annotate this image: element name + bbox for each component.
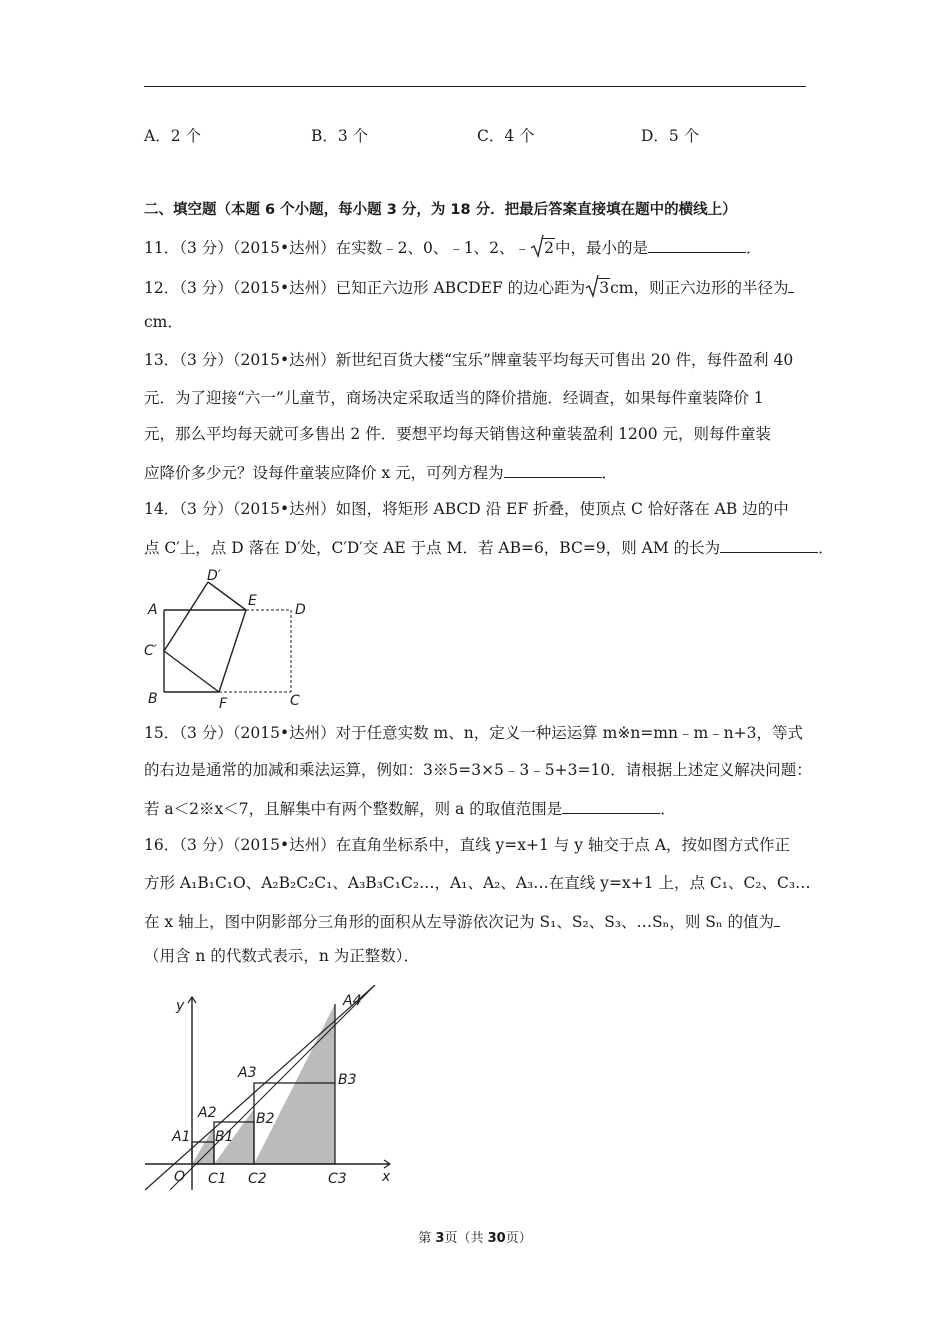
- option-d: D．5 个: [641, 127, 700, 145]
- label-b1: B1: [215, 1129, 234, 1145]
- label-y: y: [176, 998, 185, 1014]
- label-o: O: [174, 1169, 186, 1185]
- option-b: B．3 个: [311, 127, 369, 145]
- label-a3: A3: [238, 1065, 257, 1081]
- label-f: F: [219, 696, 228, 710]
- segment-dpe: [208, 582, 246, 610]
- label-a4: A4: [343, 993, 362, 1009]
- q15-line1: 15．（3 分）（2015•达州）对于任意实数 m、n，定义一种运运算 m※n=mn﹣m﹣n+3，等式: [144, 724, 804, 742]
- footer-middle: 页（共: [444, 1231, 488, 1246]
- label-c: C: [290, 693, 300, 709]
- sqrt-symbol: [530, 238, 555, 258]
- sqrt-symbol: [585, 278, 610, 298]
- label-d: D: [295, 602, 306, 618]
- shaded-triangle-3: [254, 1004, 335, 1164]
- q15-end: ．: [660, 800, 676, 818]
- answer-blank: [504, 461, 602, 478]
- q15-text: 若 a＜2※x＜7，且解集中有两个整数解，则 a 的取值范围是: [144, 800, 563, 818]
- label-a1: A1: [172, 1129, 191, 1145]
- footer-suffix: 页）: [505, 1231, 532, 1246]
- label-c3: C3: [328, 1171, 347, 1187]
- question-16-line3: [144, 910, 780, 932]
- q11-text-after: 中，最小的是: [554, 239, 648, 257]
- label-c1: C1: [208, 1171, 227, 1187]
- section-title: 二、填空题（本题 6 个小题，每小题 3 分，为 18 分．把最后答案直接填在题中的横线上）: [144, 202, 737, 218]
- q14-end: ．: [818, 539, 834, 557]
- q12-line2: cm．: [144, 313, 183, 331]
- question-14-line2: [144, 536, 834, 558]
- q16-line2: 方形 A₁B₁C₁O、A₂B₂C₂C₁、A₃B₃C₁C₂…，A₁、A₂、A₃…在直线 y=x+1 上，点 C₁、C₂、C₃…: [144, 874, 811, 892]
- footer-prefix: 第: [418, 1231, 436, 1246]
- q14-text: 点 C′上，点 D 落在 D′处，C′D′交 AE 于点 M．若 AB=6，BC=9，则 AM 的长为: [144, 539, 721, 557]
- q11-text: 11．（3 分）（2015•达州）在实数﹣2、0、﹣1、2、﹣: [144, 239, 531, 257]
- answer-blank: [774, 910, 780, 927]
- answer-blank: [562, 797, 660, 814]
- q16-text: 在 x 轴上，图中阴影部分三角形的面积从左导游依次记为 S₁、S₂、S₃、…Sₙ，则 Sₙ 的值为: [144, 913, 775, 931]
- q12-text-after: cm，则正六边形的半径为: [610, 279, 789, 297]
- radicand: 3: [599, 279, 610, 297]
- q13-text: 应降价多少元？设每件童装应降价 x 元，可列方程为: [144, 464, 504, 482]
- q13-end: ．: [601, 464, 618, 482]
- label-c-prime: C′: [144, 643, 157, 659]
- total-pages: 30: [487, 1231, 506, 1246]
- label-b: B: [148, 691, 158, 707]
- q15-line2: 的右边是通常的加减和乘法运算，例如：3※5=3×5﹣3﹣5+3=10．请根据上述定义解决问题：: [144, 761, 812, 779]
- q12-text: 12．（3 分）（2015•达州）已知正六边形 ABCDEF 的边心距为: [144, 279, 586, 297]
- header-rule: [144, 86, 806, 87]
- q14-line1: 14．（3 分）（2015•达州）如图，将矩形 ABCD 沿 EF 折叠，使顶点 C 恰好落在 AB 边的中: [144, 500, 789, 518]
- label-d-prime: D′: [207, 568, 221, 584]
- q11-end: ．: [745, 239, 762, 257]
- page-number: 3: [435, 1231, 445, 1246]
- question-13-line4: [144, 461, 617, 483]
- segment-ef: [219, 610, 246, 692]
- q16-line1: 16．（3 分）（2015•达州）在直角坐标系中，直线 y=x+1 与 y 轴交于点 A，按如图方式作正: [144, 836, 791, 854]
- label-e: E: [248, 593, 257, 609]
- q13-line2: 元．为了迎接“六一”儿童节，商场决定采取适当的降价措施．经调查，如果每件童装降价 1: [144, 389, 764, 407]
- q13-line3: 元，那么平均每天就可多售出 2 件．要想平均每天销售这种童装盈利 1200 元，则每件童装: [144, 425, 772, 443]
- segment-cpf: [164, 651, 219, 692]
- question-15-line3: [144, 797, 676, 819]
- segment-cpdp: [164, 582, 208, 651]
- label-b2: B2: [256, 1111, 275, 1127]
- label-c2: C2: [248, 1171, 267, 1187]
- page-footer: [0, 1227, 950, 1246]
- label-x: x: [382, 1169, 391, 1185]
- radicand: 2: [544, 239, 554, 257]
- answer-blank: [648, 236, 746, 253]
- answer-blank: [720, 536, 818, 553]
- label-a2: A2: [198, 1105, 217, 1121]
- figure-fold-rectangle: [140, 565, 320, 710]
- q13-line1: 13．（3 分）（2015•达州）新世纪百货大楼“宝乐”牌童装平均每天可售出 20 件，每件盈利 40: [144, 351, 794, 369]
- figure-squares-on-line: [140, 985, 405, 1200]
- option-c: C．4 个: [477, 127, 535, 145]
- label-a: A: [148, 602, 158, 618]
- question-11: [144, 236, 761, 258]
- answer-blank: [788, 276, 794, 293]
- question-12: [144, 276, 794, 298]
- q16-line4: （用含 n 的代数式表示，n 为正整数）．: [144, 947, 419, 965]
- label-b3: B3: [338, 1072, 357, 1088]
- option-a: A．2 个: [144, 127, 201, 145]
